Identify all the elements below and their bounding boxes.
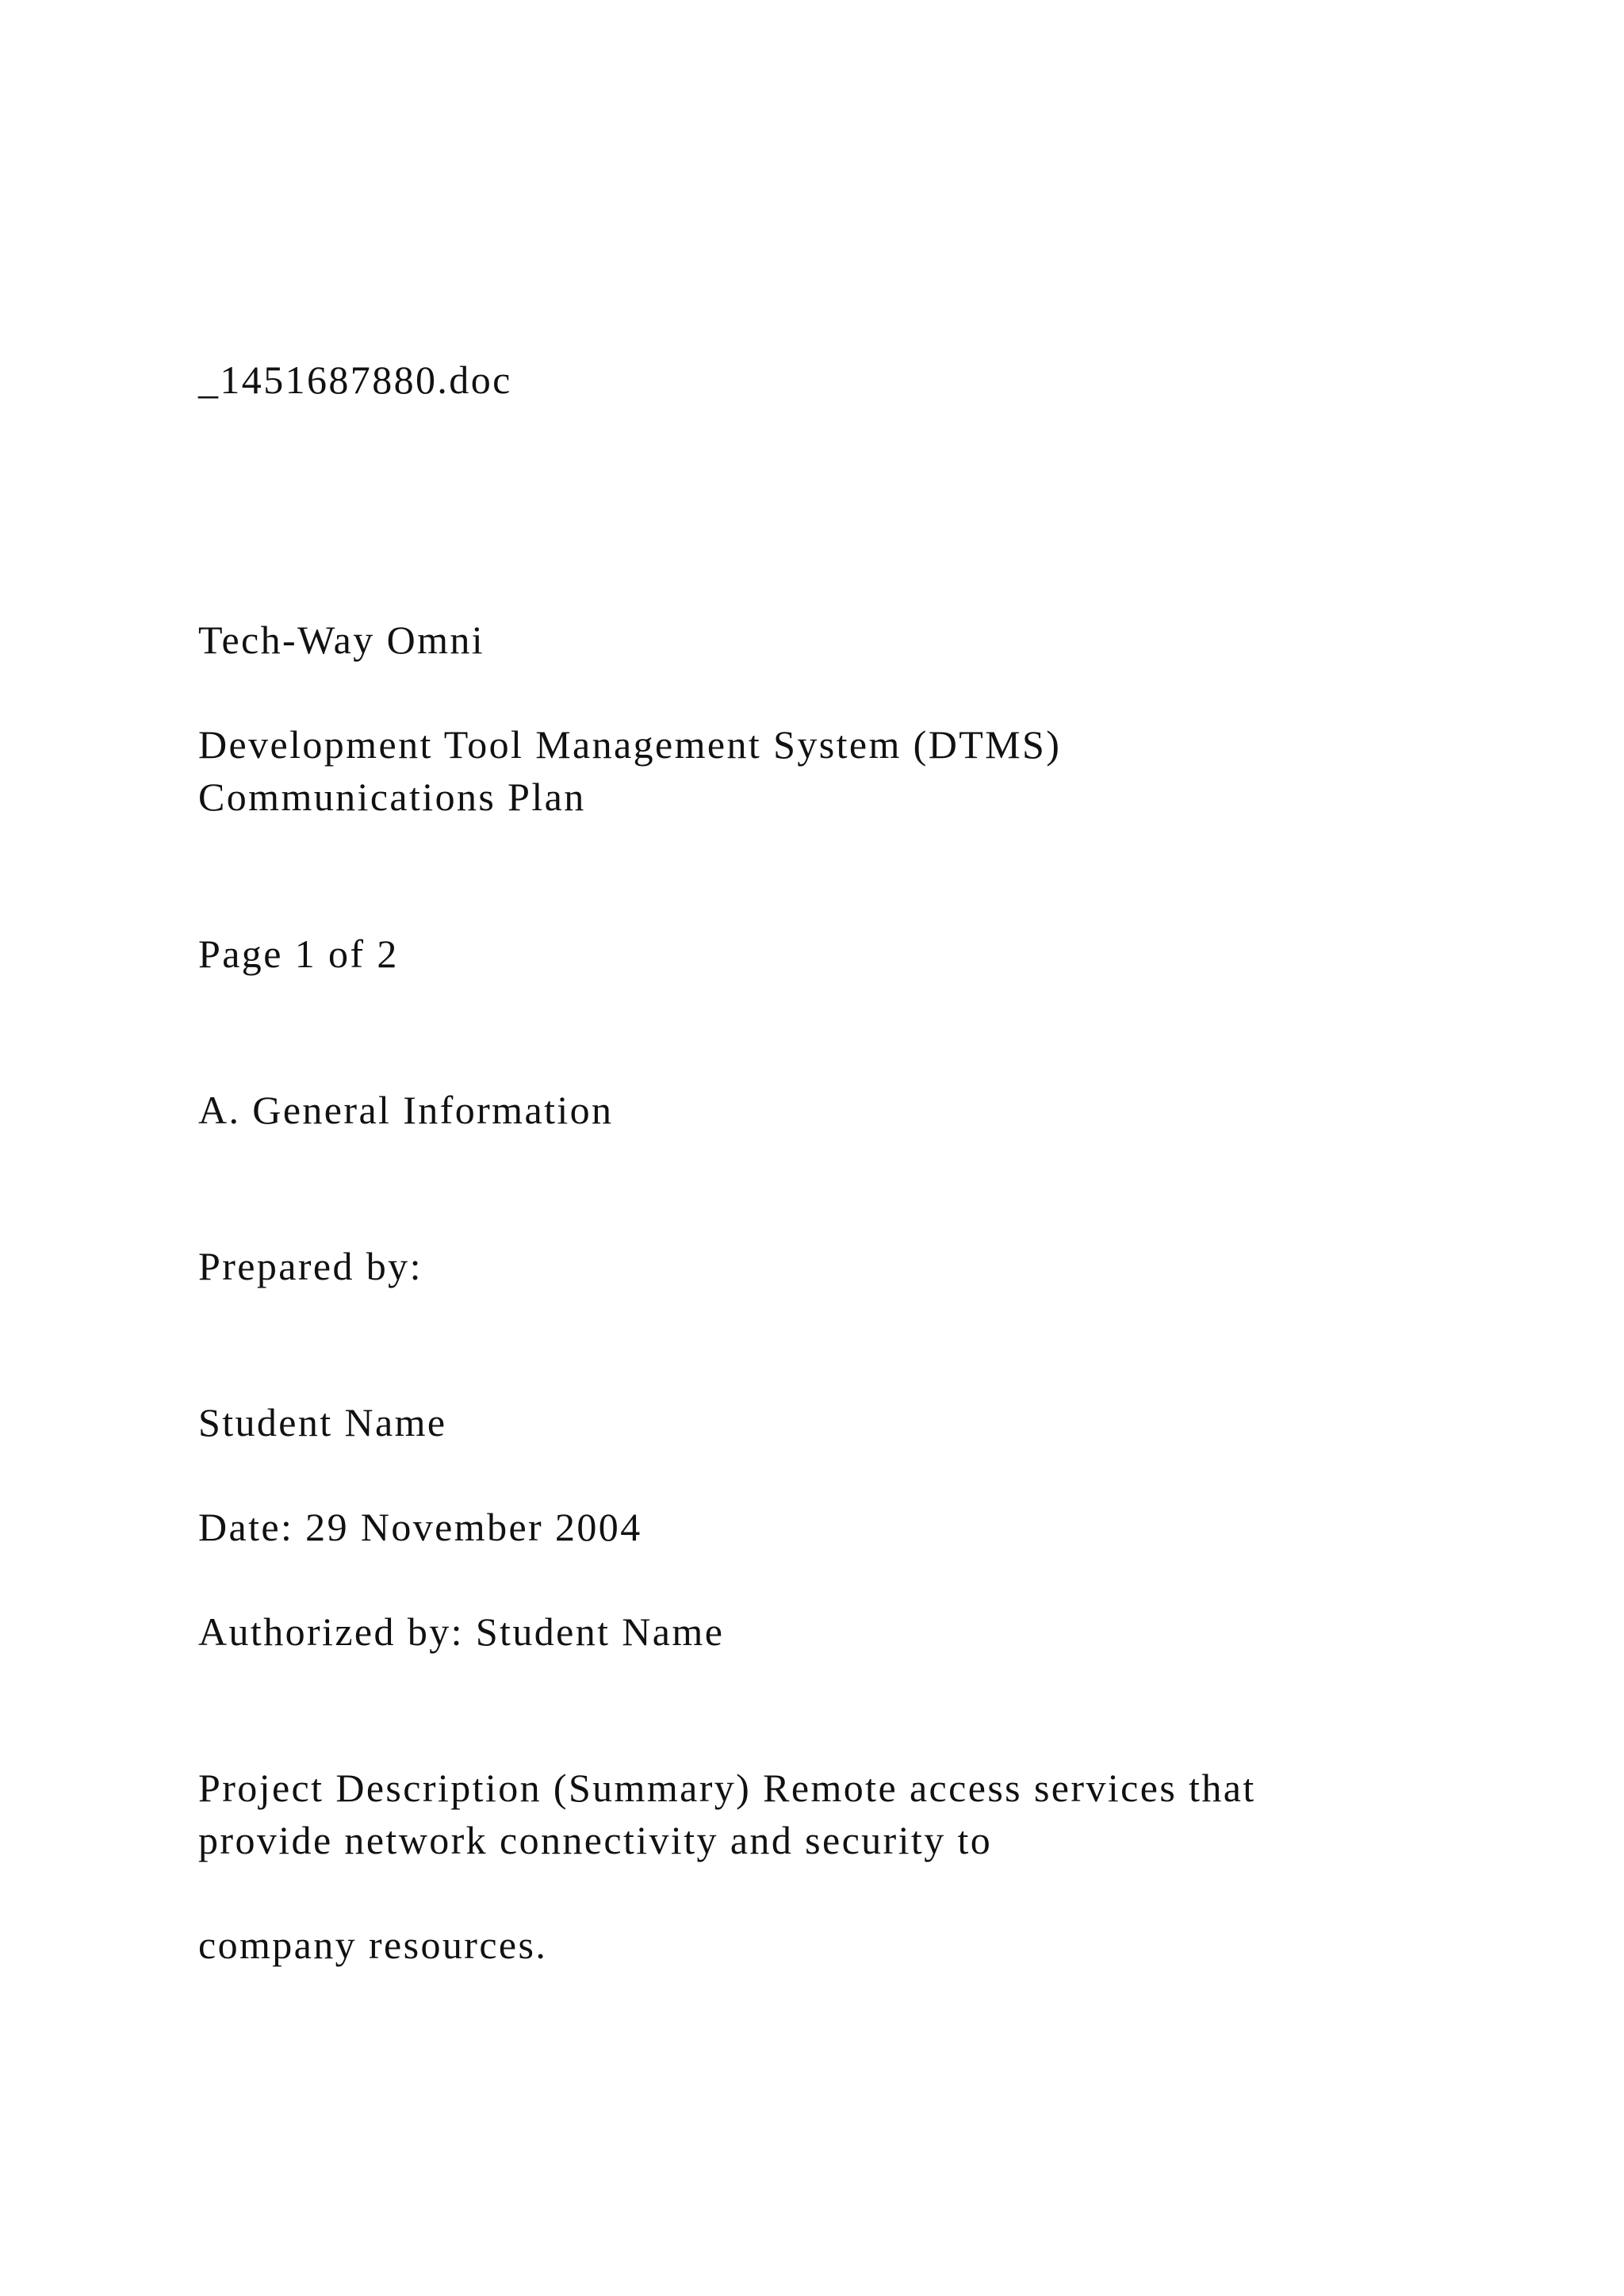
section-heading: A. General Information (198, 1088, 614, 1132)
prepared-by-name: Student Name (198, 1400, 447, 1445)
prepared-by-label: Prepared by: (198, 1244, 423, 1288)
document-title-line-1: Development Tool Management System (DTMS) (198, 722, 1062, 767)
project-description-line-2: provide network connectivity and security to (198, 1818, 993, 1862)
company-name: Tech-Way Omni (198, 618, 485, 662)
document-filename: _1451687880.doc (198, 358, 512, 402)
page-indicator: Page 1 of 2 (198, 932, 399, 976)
document-title-line-2: Communications Plan (198, 775, 586, 819)
project-description-line-1: Project Description (Summary) Remote access services that (198, 1766, 1256, 1810)
project-description-line-3: company resources. (198, 1923, 548, 1967)
authorized-by-line: Authorized by: Student Name (198, 1609, 725, 1654)
date-line: Date: 29 November 2004 (198, 1505, 642, 1549)
